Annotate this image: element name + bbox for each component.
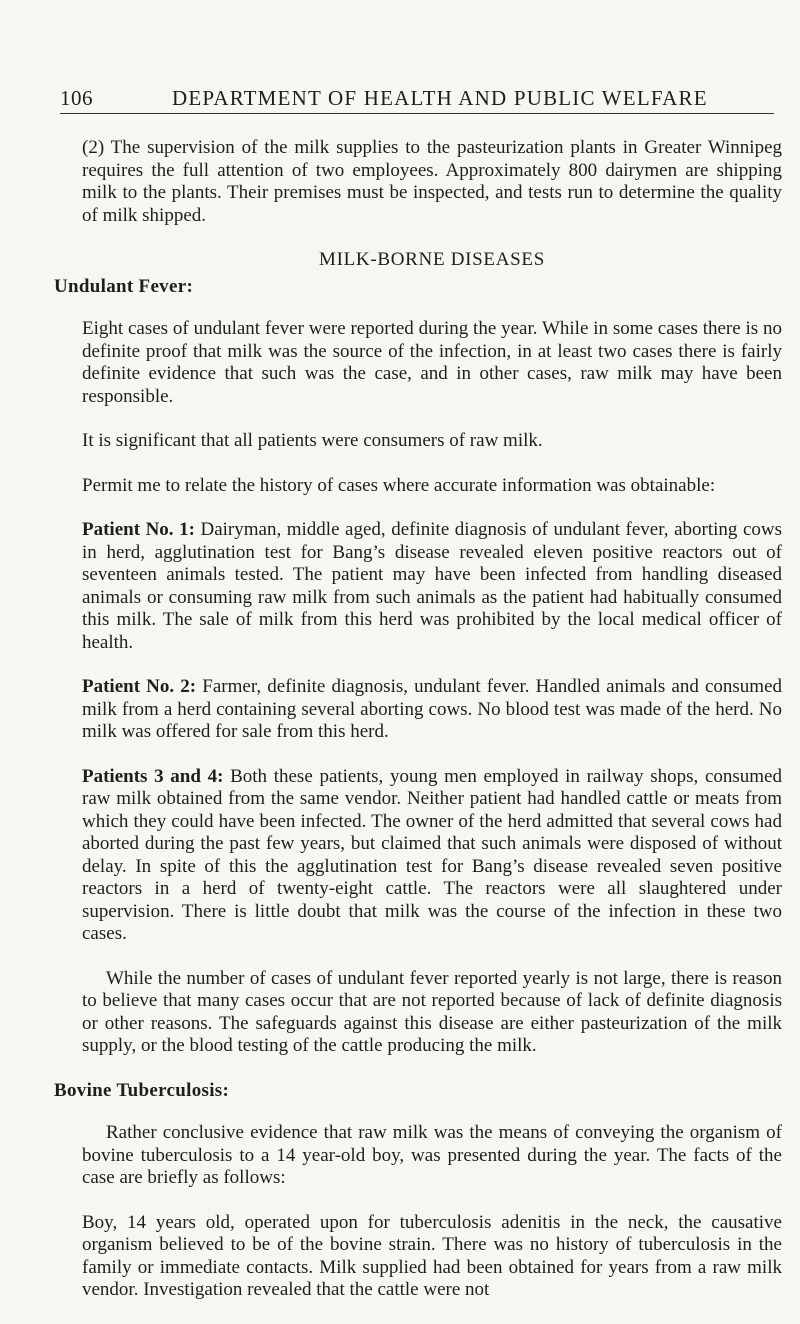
paragraph-patient-2: [82, 676, 782, 744]
page-header: [60, 86, 790, 114]
paragraph-boy-case: Boy, 14 years old, operated upon for tuberculosis adenitis in the neck, the causative organism believed to be of the bovine strain. There was no history of tuberculosis in the family or immediate contacts. Milk supplied had been obtained for years from a raw milk vendor. Investigation revealed that the cattle were not: [82, 1211, 782, 1300]
patient-1-label: Patient No. 1:: [82, 519, 195, 540]
paragraph-case-history-intro: Permit me to relate the history of cases where accurate information was obtainable:: [82, 474, 716, 496]
paragraph-safeguards: While the number of cases of undulant fever reported yearly is not large, there is reason to believe that many cases occur that are not reported because of lack of definite diagnosis or other reasons. The safeguards against this disease are either pasteurization of the milk supply, or the blood testing of the cattle producing the milk.: [82, 967, 782, 1056]
patients-3-4-label: Patients 3 and 4:: [82, 765, 224, 787]
patient-1-text: Dairyman, middle aged, definite diagnosis of undulant fever, aborting cows in herd, agglutination test for Bang’s disease revealed eleven positive reactors out of seventeen animals tested. The patient may have been infected from handling diseased animals or consuming raw milk from such animals as the patient had habitually consumed this milk. The sale of milk from this herd was prohibited by the local medical officer of health.: [82, 519, 782, 653]
page-number: 106: [60, 86, 93, 110]
subheading-undulant-fever: Undulant Fever:: [54, 275, 194, 297]
paragraph-raw-milk-consumers: It is significant that all patients were consumers of raw milk.: [82, 430, 543, 451]
paragraph-milk-supervision: (2) The supervision of the milk supplies to the pasteurization plants in Greater Winnipeg requires the full attention of two employees. Approximately 800 dairymen are shipping milk to the plants. Their premises must be inspected, and tests run to determine the quality of milk shipped.: [82, 137, 782, 226]
paragraph-bovine-evidence: Rather conclusive evidence that raw milk was the means of conveying the organism of bovine tuberculosis to a 14 year-old boy, was presented during the year. The facts of the case are briefly as follows:: [82, 1122, 782, 1188]
paragraph-undulant-cases: Eight cases of undulant fever were reported during the year. While in some cases there is no definite proof that milk was the source of the infection, in at least two cases there is fairly definite evidence that such was the case, and in other cases, raw milk may have been responsible.: [82, 318, 782, 407]
patient-2-label: Patient No. 2:: [82, 676, 197, 697]
subheading-bovine-tuberculosis: Bovine Tuberculosis:: [54, 1079, 230, 1101]
paragraph-patients-3-4: [82, 766, 782, 946]
header-rule: [60, 113, 774, 114]
page-body: [54, 137, 783, 1324]
patients-3-4-text: Both these patients, young men employed in railway shops, consumed raw milk obtained from the same vendor. Neither patient had handled cattle or meats from which they could have been infected. The owner of the herd admitted that several cows had aborted during the past few years, but claimed that such animals were disposed of without delay. In spite of this the agglutination test for Bang’s disease revealed seven positive reactors in a herd of twenty-eight cattle. The reactors were all slaughtered under supervision. There is little doubt that milk was the course of the infection in these two cases.: [82, 765, 782, 944]
paragraph-patient-1: [82, 519, 782, 654]
section-heading: MILK-BORNE DISEASES: [318, 249, 545, 270]
running-head: DEPARTMENT OF HEALTH AND PUBLIC WELFARE: [172, 86, 708, 110]
patient-2-text: Farmer, definite diagnosis, undulant fever. Handled animals and consumed milk from a herd containing several aborting cows. No blood test was made of the herd. No milk was offered for sale from this herd.: [82, 676, 783, 742]
